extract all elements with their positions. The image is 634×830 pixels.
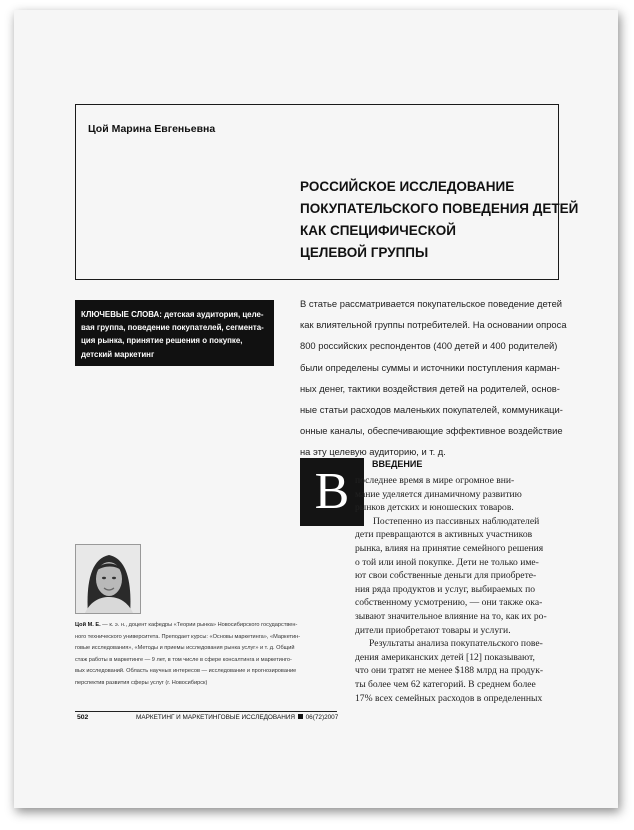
body-line: дения американских детей [12] показывают,	[355, 651, 535, 663]
drop-cap: В	[300, 458, 364, 526]
title-line: РОССИЙСКОЕ ИССЛЕДОВАНИЕ	[300, 179, 515, 194]
bio-name: Цой М. Е.	[75, 622, 101, 628]
portrait-image	[76, 545, 141, 614]
title-line: ПОКУПАТЕЛЬСКОГО ПОВЕДЕНИЯ ДЕТЕЙ	[300, 201, 579, 216]
body-line: о той или иной покупке. Дети не только име-	[355, 556, 539, 568]
body-text	[355, 474, 560, 705]
abstract-line: как влиятельной группы потребителей. На основании опроса	[300, 319, 567, 331]
body-line: ют свои собственные деньги для приобрете-	[355, 570, 537, 582]
body-line: ты более чем 62 категорий. В среднем более	[355, 678, 536, 690]
page-number: 502	[77, 714, 89, 721]
abstract-line: были определены суммы и источники поступления карман-	[300, 361, 560, 373]
abstract-line: ные статьи расходов маленьких покупателей, коммуникаци-	[300, 404, 563, 416]
abstract	[300, 293, 567, 463]
keywords-line: ция рынка, принятие решения о покупке,	[81, 336, 243, 346]
abstract-line: ных денег, тактики воздействия детей на родителей, основ-	[300, 382, 560, 394]
body-line: собственному усмотрению, — они также ока-	[355, 597, 543, 609]
author-name: Цой Марина Евгеньевна	[88, 123, 216, 135]
journal-title: МАРКЕТИНГ И МАРКЕТИНГОВЫЕ ИССЛЕДОВАНИЯ	[136, 714, 296, 721]
square-bullet-icon	[298, 714, 303, 719]
abstract-line: В статье рассматривается покупательское поведение детей	[300, 298, 563, 309]
body-line: ния ряда продуктов и услуг, выбираемых по	[355, 583, 536, 595]
title-line: КАК СПЕЦИФИЧЕСКОЙ	[300, 223, 456, 238]
bio-line: говые исследования», «Методы и приемы исследования рынка услуг» и т. д. Общий	[75, 645, 295, 652]
body-line: рынков детских и юношеских товаров.	[355, 502, 514, 514]
bio-line: перспектив развития сферы услуг (г. Новосибирск)	[75, 679, 208, 686]
footer-divider	[75, 711, 337, 712]
body-line: дети превращаются в активных участников	[355, 529, 533, 541]
keywords-line: вая группа, поведение покупателей, сегмента-	[81, 323, 264, 333]
abstract-line: на эту целевую аудиторию, и т. д.	[300, 446, 446, 458]
title-line: ЦЕЛЕВОЙ ГРУППЫ	[300, 245, 429, 260]
bio-line: вых исследований. Область научных интересов — исследование и прогнозирование	[75, 668, 297, 675]
section-heading: ВВЕДЕНИЕ	[372, 459, 423, 469]
keywords-box	[75, 300, 274, 366]
body-line: дители приобретают товары и услуги.	[355, 624, 511, 636]
body-line: Результаты анализа покупательского пове-	[369, 638, 543, 650]
keywords-line: КЛЮЧЕВЫЕ СЛОВА: детская аудитория, целе-	[81, 310, 264, 319]
abstract-line: 800 российских респондентов (400 детей и 400 родителей)	[300, 340, 558, 352]
bio-text: — к. э. н., доцент кафедры «Теории рынка» Новосибирского государствен-	[100, 622, 298, 628]
body-line: 17% всех семейных расходов в определенных	[355, 692, 543, 704]
body-line: мание уделяется динамичному развитию	[355, 488, 522, 500]
abstract-line: онные каналы, обеспечивающие эффективное воздействие	[300, 425, 563, 437]
body-line: рынка, влияя на принятие семейного решения	[355, 542, 544, 554]
body-line: зывают значительное влияние на то, как их ро-	[355, 610, 547, 622]
bio-line	[75, 620, 340, 632]
journal-name	[136, 714, 339, 721]
article-title	[300, 176, 579, 264]
body-line: Постепенно из пассивных наблюдателей	[373, 515, 540, 527]
keywords-line: детский маркетинг	[81, 349, 155, 359]
body-line: последнее время в мире огромное вни-	[355, 475, 515, 486]
body-line: что они тратят не менее $188 млрд на продук-	[355, 665, 544, 677]
journal-issue: 06(72)2007	[305, 714, 339, 721]
author-photo	[75, 544, 141, 614]
author-bio	[75, 620, 340, 690]
bio-line: ного технического университета. Преподает курсы: «Основы маркетинга», «Маркетин-	[75, 633, 301, 640]
bio-line: стаж работы в маркетинге — 9 лет, в том числе в сфере консалтинга и маркетинго-	[75, 656, 292, 663]
